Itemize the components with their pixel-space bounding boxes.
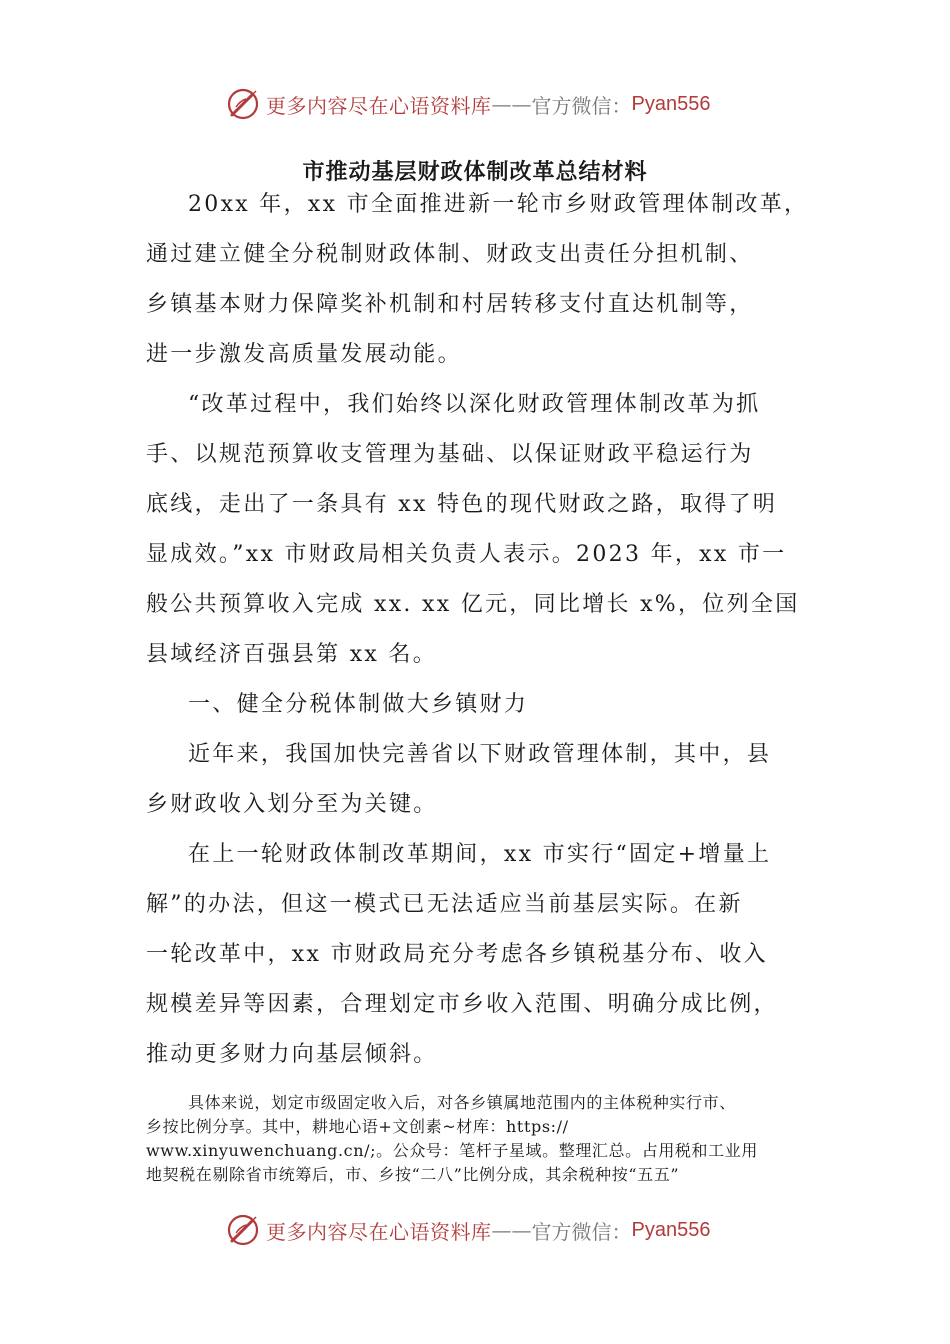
banner-contact-id: Pyan556 <box>631 92 711 115</box>
banner-title: 更多内容尽在心语资料库 <box>266 1219 492 1244</box>
banner-separator: —— <box>491 92 532 116</box>
paragraph-line: 近年来，我国加快完善省以下财政管理体制，其中，县 <box>188 742 772 767</box>
paragraph-line: 进一步激发高质量发展动能。 <box>146 342 462 367</box>
paragraph-line: 在上一轮财政体制改革期间，xx 市实行“固定+增量上 <box>188 842 772 867</box>
pen-logo-icon <box>226 87 260 121</box>
small-text-line: www.xinyuwenchuang.cn/;。公众号：笔杆子星域。整理汇总。占用税和工业用 <box>146 1141 758 1160</box>
small-text-line: 乡按比例分享。其中，耕地心语+文创素~材库：https:// <box>146 1117 569 1136</box>
small-text-line: 地契税在剔除省市统筹后，市、乡按“二八”比例分成，其余税种按“五五” <box>146 1165 680 1184</box>
small-text-line: 具体来说，划定市级固定收入后，对各乡镇属地范围内的主体税种实行市、 <box>188 1093 736 1112</box>
document-title: 市推动基层财政体制改革总结材料 <box>302 159 648 185</box>
paragraph-line: 显成效。”xx 市财政局相关负责人表示。2023 年，xx 市一 <box>146 542 787 567</box>
banner-contact-label: 官方微信： <box>531 1219 632 1244</box>
paragraph-line: 般公共预算收入完成 xx. xx 亿元，同比增长 x%，位列全国 <box>146 592 800 617</box>
banner-title: 更多内容尽在心语资料库 <box>266 93 492 118</box>
banner-contact-label: 官方微信： <box>531 93 632 118</box>
header-banner <box>226 84 746 124</box>
paragraph-line: 规模差异等因素，合理划定市乡收入范围、明确分成比例， <box>146 992 778 1017</box>
banner-separator: —— <box>491 1218 532 1242</box>
paragraph-line: 解”的办法，但这一模式已无法适应当前基层实际。在新 <box>146 892 743 917</box>
paragraph-line: “改革过程中，我们始终以深化财政管理体制改革为抓 <box>188 392 761 417</box>
footer-banner <box>226 1210 746 1250</box>
paragraph-line: 一轮改革中，xx 市财政局充分考虑各乡镇税基分布、收入 <box>146 942 768 967</box>
banner-contact-id: Pyan556 <box>631 1218 711 1241</box>
paragraph-line: 底线，走出了一条具有 xx 特色的现代财政之路，取得了明 <box>146 492 778 517</box>
paragraph-line: 乡镇基本财力保障奖补机制和村居转移支付直达机制等， <box>146 292 754 317</box>
paragraph-line: 推动更多财力向基层倾斜。 <box>146 1042 438 1067</box>
pen-logo-icon <box>226 1213 260 1247</box>
paragraph-line: 手、以规范预算收支管理为基础、以保证财政平稳运行为 <box>146 442 754 467</box>
paragraph-line: 乡财政收入划分至为关键。 <box>146 792 438 817</box>
paragraph-line: 通过建立健全分税制财政体制、财政支出责任分担机制、 <box>146 242 754 267</box>
paragraph-line: 县域经济百强县第 xx 名。 <box>146 642 438 667</box>
section-heading: 一、健全分税体制做大乡镇财力 <box>188 692 529 717</box>
paragraph-line: 20xx 年，xx 市全面推进新一轮市乡财政管理体制改革， <box>188 192 809 217</box>
